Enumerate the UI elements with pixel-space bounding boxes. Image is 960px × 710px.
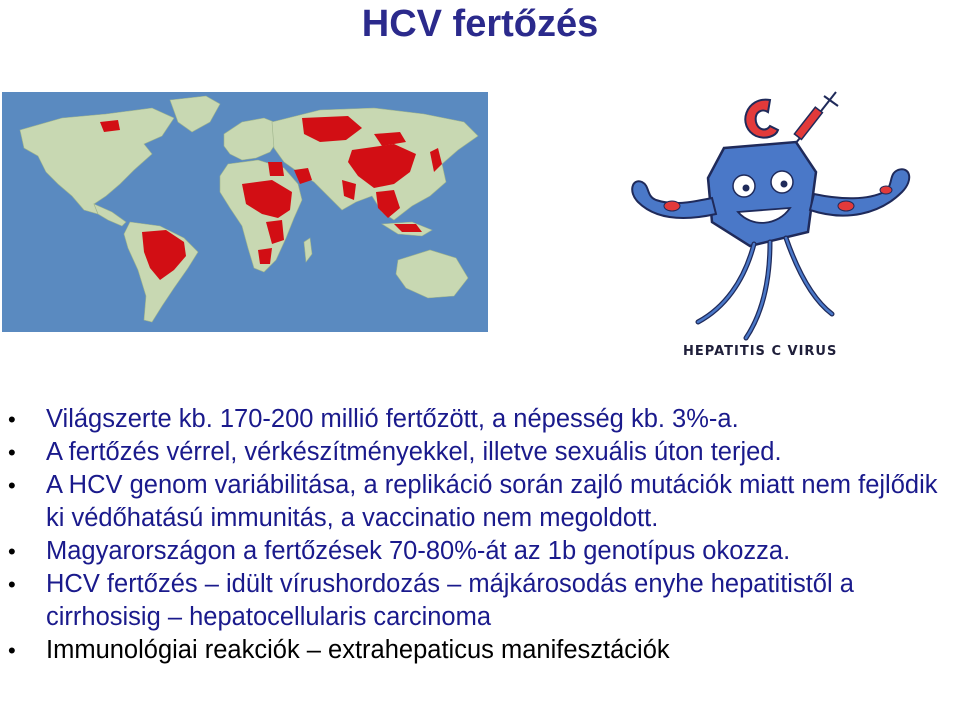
bullet-item: • HCV fertőzés – idült vírushordozás – májkárosodás enyhe hepatitistől a cirrhosisig – hepatocellularis carcinoma (0, 568, 960, 634)
virus-right-arm (810, 169, 909, 215)
bullet-item: • Immunológiai reakciók – extrahepaticus manifesztációk (0, 634, 960, 667)
slide-title: HCV fertőzés (361, 3, 599, 45)
bullet-item: • Világszerte kb. 170-200 millió fertőzött, a népesség kb. 3%-a. (0, 403, 960, 436)
map-highlight-southern-africa (258, 248, 272, 264)
map-highlight-egypt (268, 162, 284, 176)
bullet-item: • A fertőzés vérrel, vérkészítményekkel, illetve sexuális úton terjed. (0, 436, 960, 469)
world-map (2, 92, 488, 332)
letter-c-hat (745, 100, 778, 138)
syringe-icon (792, 92, 838, 148)
bullet-item: • A HCV genom variábilitása, a replikáció során zajló mutációk miatt nem fejlődik ki védőhatású immunitás, a vaccinatio nem megoldott. (0, 469, 960, 535)
bullet-list (0, 403, 960, 667)
virus-left-arm (632, 181, 716, 218)
virus-caption: HEPATITIS C VIRUS (683, 344, 838, 359)
hepatitis-c-virus-cartoon (620, 82, 960, 372)
virus-body (708, 142, 816, 246)
bullet-item: • Magyarországon a fertőzések 70-80%-át az 1b genotípus okozza. (0, 535, 960, 568)
